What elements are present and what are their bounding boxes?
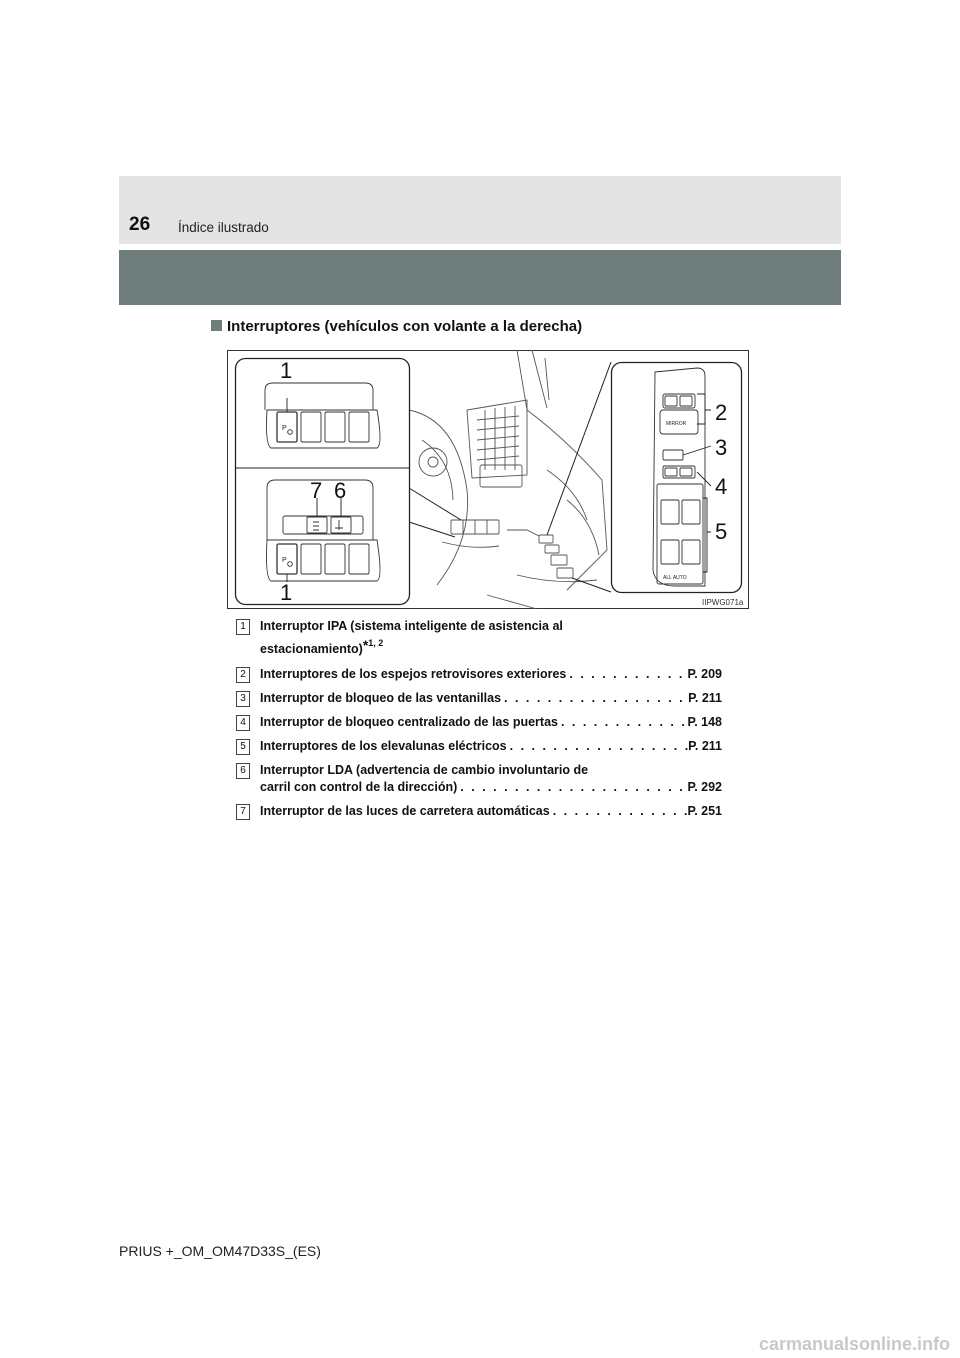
legend-item-1 [236,618,722,658]
page-reference: P. 292 [687,780,722,794]
legend-num: 5 [236,739,250,755]
sub-heading-text: Interruptores (vehículos con volante a la derecha) [227,318,583,335]
page-reference: P. 211 [688,739,722,753]
legend-item-7 [236,803,722,820]
legend-num: 6 [236,763,250,779]
legend-num: 3 [236,691,250,707]
legend-text: Interruptores de los espejos retrovisores exteriores [260,667,567,681]
legend-num: 4 [236,715,250,731]
page-number: 26 [129,214,151,235]
title-band [119,250,841,305]
callout-7: 7 [310,478,323,503]
legend-item-6 [236,762,722,796]
leader-dots [550,803,688,820]
figure-code: IIPWG071a [702,598,744,607]
callout-2: 2 [715,400,728,425]
legend-list [236,618,722,820]
leader-dots [501,690,688,707]
legend-text: Interruptor de bloqueo de las ventanillas [260,691,502,705]
mirror-label: MIRROR [666,421,687,427]
legend-text: Interruptor de las luces de carretera automáticas [260,804,550,818]
legend-text-line1: Interruptor IPA (sistema inteligente de asistencia al [260,619,563,633]
heading-square-icon [211,320,222,331]
legend-num: 2 [236,667,250,683]
legend-item-2 [236,666,722,683]
page-reference: P. 148 [687,715,722,729]
legend-text: estacionamiento) [260,642,363,656]
callout-6: 6 [334,478,347,503]
callout-5: 5 [715,519,728,544]
legend-text-line2 [260,635,722,658]
callout-1-bottom: 1 [280,580,293,605]
legend-num: 7 [236,804,250,820]
callout-1-top: 1 [280,358,293,383]
sub-heading [211,318,582,335]
footnote-star: * [362,637,369,653]
legend-text: carril con control de la dirección) [260,780,458,794]
svg-text:P: P [282,425,287,432]
document-code: PRIUS +_OM_OM47D33S_(ES) [119,1243,321,1259]
leader-dots [457,779,687,796]
legend-text: Interruptores de los elevalunas eléctricos [260,739,507,753]
illustration-svg [227,350,749,609]
svg-text:P: P [282,557,287,564]
all-auto-label: ALL AUTO [663,575,687,581]
page-reference: P. 209 [687,667,722,681]
leader-dots [566,666,687,683]
leader-dots [558,714,688,731]
left-inset [236,359,410,605]
legend-item-5 [236,738,722,755]
legend-item-3 [236,690,722,707]
switch-illustration [227,350,749,609]
legend-num: 1 [236,619,250,635]
watermark: carmanualsonline.info [758,1334,950,1354]
legend-text: Interruptor de bloqueo centralizado de las puertas [260,715,558,729]
legend-item-4 [236,714,722,731]
footnote-ref: 1, 2 [368,638,384,648]
callout-3: 3 [715,435,728,460]
callout-4: 4 [715,474,728,499]
section-title: Índice ilustrado [178,220,269,235]
leader-dots [507,738,689,755]
legend-text-line1: Interruptor LDA (advertencia de cambio involuntario de [260,763,589,777]
page-reference: P. 251 [687,804,722,818]
page-reference: P. 211 [688,691,722,705]
